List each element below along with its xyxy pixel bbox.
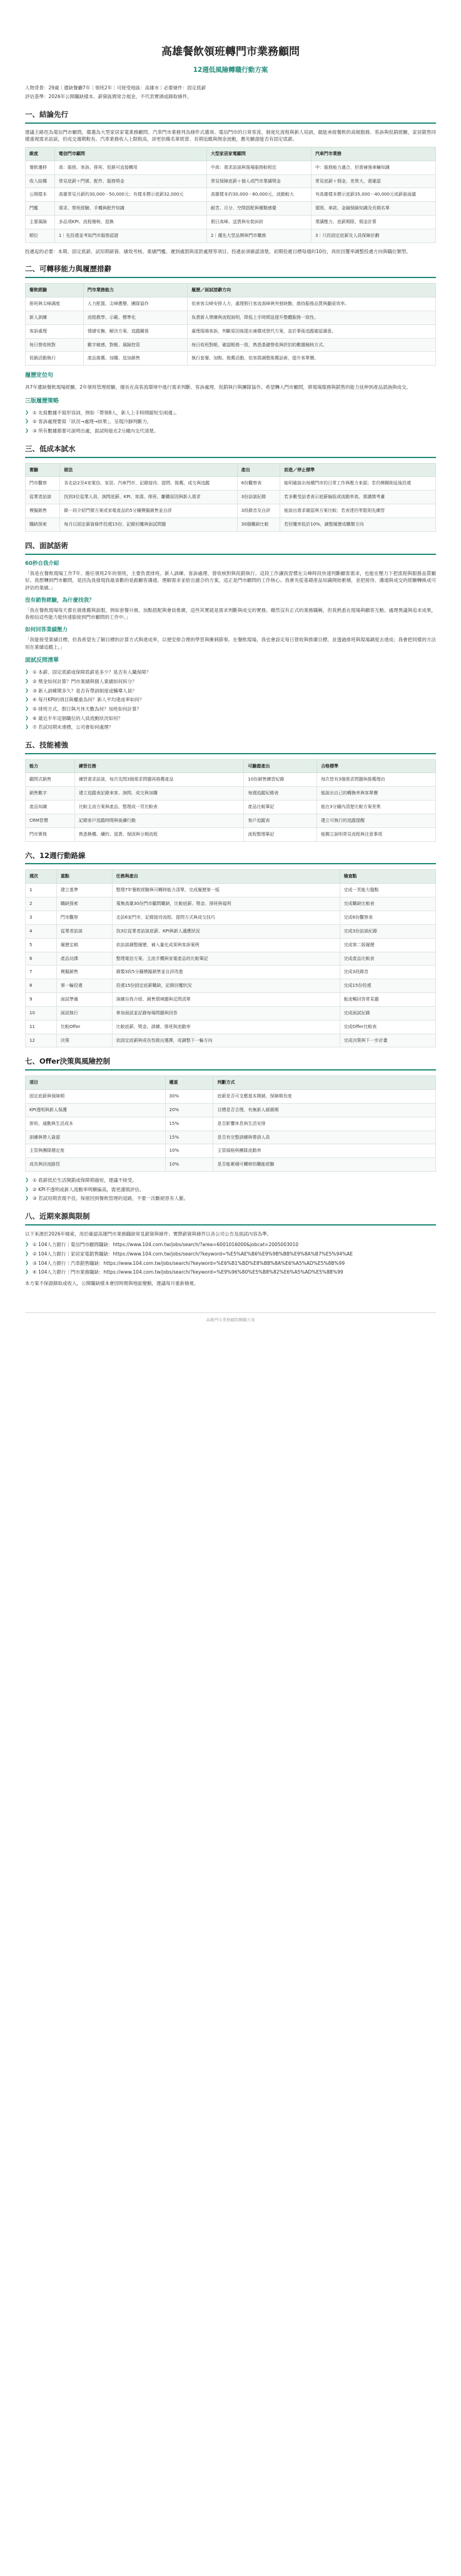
table-cell: 客戶追蹤表	[244, 814, 317, 827]
table-row	[26, 911, 436, 924]
table-cell: 2｜優先大型品牌與門市職務	[206, 229, 311, 242]
table-row	[26, 338, 436, 352]
table-header-cell: 維度	[26, 147, 55, 161]
list-item: ❯ ① 底薪低於生活開銷或保障期過短，建議不接受。	[25, 1177, 436, 1184]
table-cell: 門市實務	[26, 827, 75, 841]
table-cell: 能獨立說明常見流程與注意事項	[317, 827, 436, 841]
table-cell: 10份銷售練習紀錄	[244, 773, 317, 787]
table-cell: 每次皆有3個需求問題與推薦理由	[317, 773, 436, 787]
section-heading-roadmap: 六、12週行動路線	[25, 851, 436, 865]
comparison-table	[25, 147, 436, 243]
table-cell: 高雄常見月薪約30,000－50,000元；有樣本標示底薪32,000元	[54, 188, 206, 202]
experiments-table	[25, 463, 436, 532]
skill-building-table	[25, 759, 436, 842]
table-row	[26, 938, 436, 952]
table-cell: 處理現場客訴，判斷原因後提出補償或替代方案，並於事後追蹤確認滿意。	[188, 324, 436, 338]
table-cell: 底薪是否可支應基本開銷，保障期長度	[213, 1090, 436, 1104]
table-cell: 4	[26, 924, 57, 938]
table-cell: 比較主流方案與產品，整理成一頁比較表	[74, 801, 243, 814]
table-cell: 面試執行	[56, 1006, 112, 1020]
risk-list	[25, 1177, 436, 1202]
table-row	[26, 1034, 436, 1047]
table-cell: 依訪談調整履歷，補入量化成果與客訴案例	[112, 938, 340, 952]
table-row	[26, 517, 436, 531]
table-cell: 30個職缺比較	[237, 517, 280, 531]
table-header-cell: 可驗證產出	[244, 759, 317, 773]
table-header-cell: 履歷／面試措辭方向	[188, 284, 436, 297]
table-cell: 順位	[26, 229, 55, 242]
interview-ask-list	[25, 669, 436, 731]
table-cell: 排班、通勤與生活成本	[26, 1117, 166, 1131]
table-header-cell: 實驗	[26, 463, 60, 477]
table-cell: 熟悉換機、續約、退貨、保固與分期流程	[74, 827, 243, 841]
table-row	[26, 773, 436, 787]
table-cell: 每日收班對帳，確認帳務一致，熟悉基礎營收與折扣的數據檢核方式。	[188, 338, 436, 352]
list-item: ❯ ② KPI不透明或新人流動率明顯偏高，需更謹慎評估。	[25, 1186, 436, 1194]
table-header-cell: 檢查點	[340, 870, 435, 884]
table-cell: 常見底薪＋門號、配件、服務獎金	[54, 174, 206, 188]
table-cell: KPI透明與新人保護	[26, 1103, 166, 1117]
table-row	[26, 311, 436, 324]
table-header-cell: 合格標準	[317, 759, 436, 773]
table-header-cell: 前進／停止標準	[280, 463, 436, 477]
table-row	[26, 801, 436, 814]
table-row	[26, 352, 436, 366]
table-cell: 15%	[165, 1117, 213, 1131]
list-item: ❯ ④ 每月KPI的項目與權重為何？新人平均達成率如何？	[25, 696, 436, 704]
table-cell: 完成3段錄音	[340, 966, 435, 979]
table-cell: 負責新人帶練與流程說明，降低上手時間並提升整體服務一致性。	[188, 311, 436, 324]
table-row	[26, 188, 436, 202]
table-cell: 3	[26, 911, 57, 924]
table-row	[26, 993, 436, 1007]
table-cell: 完成第二版履歷	[340, 938, 435, 952]
table-cell: 完成一頁能力盤點	[340, 884, 435, 897]
table-cell: 比較Offer	[56, 1020, 112, 1034]
table-row	[26, 787, 436, 801]
section-heading-skill-building: 五、技能補強	[25, 740, 436, 754]
table-header-cell: 重點	[56, 870, 112, 884]
table-row	[26, 297, 436, 311]
table-header-cell: 餐飲經驗	[26, 284, 84, 297]
table-cell: 每週追蹤紀錄表	[244, 787, 317, 801]
table-cell: 完成產品比較表	[340, 952, 435, 966]
table-cell: 門市觀察	[56, 911, 112, 924]
table-cell: 固定底薪與保障期	[26, 1090, 166, 1104]
table-cell: 門市觀察	[26, 477, 60, 491]
table-cell: 建立基準	[56, 884, 112, 897]
table-row	[26, 216, 436, 229]
table-cell: 收入結構	[26, 174, 55, 188]
table-row	[26, 1117, 436, 1131]
resume-positioning-text: 具7年遺缺餐飲現場經驗、2年領班管理經驗，擅長在高客流環境中進行需求判斷、客訴處理、促銷執行與團隊協作。希望轉入門市顧問，將現場服務與銷售的能力延伸到產品諮詢與成交。	[25, 384, 412, 391]
table-cell: 高雄樣本約30,000－80,000元，波動較大	[206, 188, 311, 202]
table-header-cell: 任務與產出	[112, 870, 340, 884]
table-cell: 是否有完整訓練與帶訓人員	[213, 1131, 436, 1144]
table-cell: 餐飲遷移	[26, 161, 55, 174]
list-item: ❯ ⑥ 最近半年這個職位的人員流動狀況如何？	[25, 715, 436, 722]
table-cell: 主要風險	[26, 216, 55, 229]
meta-profile: 人物背景：29歲｜遺缺餐廳7年｜領班2年｜可接受地區：高雄市｜必要條件：固定底薪	[25, 84, 206, 91]
section-heading-conclusion: 一、結論先行	[25, 109, 436, 124]
sources-note: 本方案不保證錄取或收入，公開職缺樣本會因時間與地區變動，建議每月重新檢視。	[25, 1280, 199, 1286]
table-cell: 記錄客戶追蹤時間與後續行動	[74, 814, 243, 827]
table-cell: 若多數受訪者表示底薪偏低或流動率高，需謹慎考慮	[280, 491, 436, 504]
table-cell: 找3位從業者訪談底薪、KPI與新人適應狀況	[112, 924, 340, 938]
table-cell: 能說出自己的轉換率與客單價	[317, 787, 436, 801]
table-cell: 若回覆率低於10%，調整履歷或職類方向	[280, 517, 436, 531]
table-cell: 完成Offer比較表	[340, 1020, 435, 1034]
table-cell: 決策	[56, 1034, 112, 1047]
sources-list	[25, 1241, 436, 1276]
resume-positioning-heading: 履歷定位句	[25, 372, 54, 379]
document-title: 高雄餐飲領班轉門市業務顧問	[161, 46, 300, 58]
offer-decision-table	[25, 1076, 436, 1172]
table-cell: 面試準備	[56, 993, 112, 1007]
table-row	[26, 1158, 436, 1172]
list-item: ❯ ④ 104人力銀行｜門市業務職缺：https://www.104.com.tw/jobs/search/?keyword=%E9%96%80%E5%B8%82%E6%A5%AD%E5%8B%99	[25, 1269, 436, 1276]
list-item: ❯ ② 104人力銀行｜家居家電銷售職缺：https://www.104.com.tw/jobs/search/?keyword=%E5%AE%B6%E9%9B%BB%E9%8A%B7%E5%94%AE	[25, 1251, 436, 1258]
table-cell: 假日高峰、送貨與安裝糾紛	[206, 216, 311, 229]
table-cell: 中：服務能力適合，但需補強車輛知識	[311, 161, 435, 174]
table-cell: 數字敏感、對帳、風險控管	[83, 338, 187, 352]
table-row	[26, 897, 436, 911]
table-cell: 需求、帶班經驗、手機與配件知識	[54, 202, 206, 216]
table-row	[26, 161, 436, 174]
list-item: ❯ ① 本薪、固定底薪或保障底薪是多少？是否有入職保障？	[25, 669, 436, 676]
table-cell: 找到3位從業人員，詢問底薪、KPI、客源、排班、離職原因與新人需求	[60, 491, 237, 504]
list-item: ❯ ③ 若試用期表現不佳，保留回到餐飲管理的退路，不要一次斷絕原有人脈。	[25, 1195, 436, 1202]
table-cell: 3段錄音及自評	[237, 504, 280, 518]
table-header-cell: 週次	[26, 870, 57, 884]
list-item: ❯ ③ 所有數據都要可說明出處，面試時能在2分鐘內交代清楚。	[25, 427, 436, 435]
table-cell: 產品知識	[26, 801, 75, 814]
table-cell: 整理電信方案、主流手機與家電產品的比較筆記	[112, 952, 340, 966]
interview-question: 如何回答業績壓力	[25, 627, 68, 634]
table-row	[26, 814, 436, 827]
table-row	[26, 477, 436, 491]
table-cell: 蒐集高雄30份門市顧問職缺，比較底薪、獎金、排班與福利	[112, 897, 340, 911]
table-header-cell: 大型家居家電顧問	[206, 147, 311, 161]
table-cell: 建立追蹤表記錄來客、詢問、成交與加購	[74, 787, 243, 801]
table-cell: 依來客尖峰安排人力，處理假日客流高峰與突發缺勤，維持服務品質與翻桌效率。	[188, 297, 436, 311]
document-subtitle: 12週低風險轉職行動方案	[193, 66, 268, 74]
table-cell: 職缺探索	[26, 517, 60, 531]
table-cell: 耐苦、月分、空間搭配與種類感覺	[206, 202, 311, 216]
table-header-cell: 產出	[237, 463, 280, 477]
table-cell: 常見保障底薪＋個人或門市業績獎金	[206, 174, 311, 188]
table-row	[26, 504, 436, 518]
table-header-cell: 門市業務能力	[83, 284, 187, 297]
table-cell: 中高：需求訪談與現場服務較相近	[206, 161, 311, 174]
table-cell: 3份訪談紀錄	[237, 491, 280, 504]
table-row	[26, 174, 436, 188]
table-row	[26, 952, 436, 966]
section-heading-interview: 四、面試話術	[25, 541, 436, 555]
interview-ask-heading: 面試反問清單	[25, 657, 59, 664]
list-item: ❯ ⑤ 排班方式、假日與月休天數為何？加班如何計算？	[25, 706, 436, 713]
table-cell: 是否能累積可轉移的職能經驗	[213, 1158, 436, 1172]
table-header-cell: 能力	[26, 759, 75, 773]
section-heading-sources: 八、近期來源與限制	[25, 1211, 436, 1226]
table-cell: 完成面試紀錄	[340, 1006, 435, 1020]
table-cell: 模擬銷售	[56, 966, 112, 979]
table-row	[26, 827, 436, 841]
table-header-cell: 電信門市顧問	[54, 147, 206, 161]
table-cell: 6份觀察表	[237, 477, 280, 491]
table-cell: 8	[26, 979, 57, 993]
table-cell: 比較底薪、獎金、訓練、排班與流動率	[112, 1020, 340, 1034]
table-header-cell: 練習任務	[74, 759, 243, 773]
table-cell: 產品功課	[56, 952, 112, 966]
table-cell: 參加面試並記錄每場問題與回答	[112, 1006, 340, 1020]
table-cell: 訓練與帶人資源	[26, 1131, 166, 1144]
table-cell: 新人訓練	[26, 311, 84, 324]
table-cell: 完成3份訪談紀錄	[340, 924, 435, 938]
section-heading-skills-transfer: 二、可轉移能力與履歷措辭	[25, 264, 436, 278]
table-cell: 1	[26, 884, 57, 897]
section-heading-experiments: 三、低成本試水	[25, 444, 436, 458]
table-cell: 1｜先投遞並考取門市服務認證	[54, 229, 206, 242]
table-cell: 各走訪2至4家電信、家居、汽車門市，記錄接待、提問、推薦、成交與追蹤	[60, 477, 237, 491]
table-cell: 30%	[165, 1090, 213, 1104]
interview-answer: 「我是在餐飲現場工作7年、擔任領班2年的領班，主要負責排班、新人訓練、客訴處理、營收核對與促銷執行。這段工作讓我習慣在尖峰時段快速判斷顧客需求，也能在壓力下把流程與服務品質顧好。我想轉到門市顧問，是因為我發現我最喜歡的是跟顧客溝通、理解需求並給出適合的方案，這正是門市顧問的工作核心。我會先從基礎產品知識開始累積，並把接待、溝通與成交的經驗轉換成可評估的業績。」	[25, 570, 436, 591]
conclusion-intro: 建議主路徑為電信門市顧問，備選為大型家居家電業務顧問、汽車門市業務列為條件式選項。電信門市的日常客流、制度化流程與新人培訓，最能承接餐飲的高頻服務、客訴與促銷經驗，家居銷售同樣重視需求訪談，但成交週期較長。汽車業務收入上限較高，卻更依賴名單經營、長期追蹤與佣金波動，應先驗證能否有固定底薪。	[25, 129, 436, 142]
list-item: ❯ ② 客訴處理要寫「狀況→處理→結果」，呈現冷靜判斷力。	[25, 418, 436, 426]
table-row	[26, 1144, 436, 1158]
table-cell: 能流暢回答常見題	[340, 993, 435, 1007]
table-cell: 顧問式銷售	[26, 773, 75, 787]
table-row	[26, 1090, 436, 1104]
table-cell: 主管風格與團隊流動率	[213, 1144, 436, 1158]
table-cell: 5	[26, 938, 57, 952]
table-cell: 能明確說出每種門市的日常工作與壓力來源；若仍模糊則延後投遞	[280, 477, 436, 491]
table-header-cell: 項目	[26, 1076, 166, 1090]
list-item: ❯ ③ 104人力銀行｜汽車銷售職缺：https://www.104.com.tw/jobs/search/?keyword=%E6%B1%BD%E8%BB%8A%E6%A5%AD%E5%8B%99	[25, 1260, 436, 1267]
list-item: ❯ ① 先寫數據不寫形容詞，例如「帶領8人，新人上手時間縮短至兩週」。	[25, 409, 436, 417]
table-cell: 10%	[165, 1144, 213, 1158]
conclusion-note: 投遞起的必要：本期、固定底薪、試用期薪資、績效考核、業績門檻、遲到處罰與退款處理等項目。投遞前須確認清楚。初期投遞目標每週約10份，再依回覆率調整投遞方向與職位類型。	[25, 248, 412, 254]
table-row	[26, 229, 436, 242]
table-header-cell: 判斷方式	[213, 1076, 436, 1090]
table-cell: 產品比較筆記	[244, 801, 317, 814]
list-item: ❯ ③ 新人訓練期多久？是否有帶訓制度或輔導人員？	[25, 687, 436, 695]
table-cell: 能說出需求確認與方案比較；若表達仍零散則先練習	[280, 504, 436, 518]
table-cell: 11	[26, 1020, 57, 1034]
table-row	[26, 924, 436, 938]
list-item: ❯ ⑦ 若試用期未達標，公司會如何處理？	[25, 724, 436, 731]
table-cell: 2	[26, 897, 57, 911]
table-header-cell: 做法	[60, 463, 237, 477]
table-cell: 演練自我介紹、銷售情境題與反問清單	[112, 993, 340, 1007]
interview-answer: 「我能接受業績目標，但我希望先了解目標的計算方式與達成率，以便安排合理的學習與衝刺節奏。在餐飲現場，我也會設定每日營收與推廣目標，並透過排班與現場調度去達成；我會把同樣的方法用在業績追蹤上。」	[25, 637, 436, 650]
page-footer: 高雄門市業務顧問轉職方案	[25, 1312, 436, 1323]
table-cell: 15%	[165, 1131, 213, 1144]
table-cell: 模擬銷售	[26, 504, 60, 518]
table-cell: 練習需求訪談，每次先問3個需求問題再推薦產品	[74, 773, 243, 787]
table-cell: 主管與團隊穩定度	[26, 1144, 166, 1158]
table-cell: 有高雄樣本標示底薪35,000－40,000元或薪資面議	[311, 188, 435, 202]
table-cell: 依固定底薪與成長性做出選擇，或調整下一輪方向	[112, 1034, 340, 1047]
table-row	[26, 979, 436, 993]
table-cell: 3｜只投固定底薪及人員保障計劃	[311, 229, 435, 242]
table-cell: 多品項KPI、流程稽核、退換	[54, 216, 206, 229]
table-cell: 完成決策與下一步計畫	[340, 1034, 435, 1047]
table-cell: 完成15份投遞	[340, 979, 435, 993]
table-cell: 每日營收核對	[26, 338, 84, 352]
table-cell: 執行套餐、加點、推薦活動，依客群調整推薦話術，提升客單價。	[188, 352, 436, 366]
interview-question: 沒有銷售經驗，為什麼找我？	[25, 597, 94, 604]
table-header-cell: 汽車門市業務	[311, 147, 435, 161]
table-cell: 每月以固定薪資條件投遞15份，記錄回覆與面試問題	[60, 517, 237, 531]
table-row	[26, 491, 436, 504]
table-cell: 完成職缺比較表	[340, 897, 435, 911]
table-row	[26, 966, 436, 979]
table-cell: 高：服務、客訴、排班、促銷可直接轉用	[54, 161, 206, 174]
table-cell: 7	[26, 966, 57, 979]
table-cell: 錄一段介紹門號方案或家電產品的5分鐘模擬銷售並自評	[60, 504, 237, 518]
meta-basis: 評估基準：2026年公開職缺樣本、薪資區間常合規金，不代表實頭或錄取條件。	[25, 94, 192, 100]
table-cell: 常見底薪＋佣金，差異大，需確認	[311, 174, 435, 188]
table-cell: 流程整理筆記	[244, 827, 317, 841]
table-cell: 門檻	[26, 202, 55, 216]
table-cell: 完成6份觀察表	[340, 911, 435, 924]
table-cell: 10	[26, 1006, 57, 1020]
table-cell: 客訴處理	[26, 324, 84, 338]
table-cell: 是否影響休息與生活安排	[213, 1117, 436, 1131]
table-cell: 銷售數字	[26, 787, 75, 801]
table-row	[26, 1006, 436, 1020]
table-cell: 職缺探索	[56, 897, 112, 911]
table-cell: 走訪6家門市，記錄接待流程、提問方式與成交技巧	[112, 911, 340, 924]
sources-intro: 以下來源於2026年檢索，用於確認高雄門市業務職缺常見薪資與條件；實際薪資與條件以各公司公告及面試內容為準。	[25, 1231, 272, 1237]
table-cell: 從業者訪談	[56, 924, 112, 938]
table-cell: 公開樣本	[26, 188, 55, 202]
table-cell: 第一輪投遞	[56, 979, 112, 993]
table-cell: 能在3分鐘內清楚比較方案差異	[317, 801, 436, 814]
list-item: ❯ ① 104人力銀行｜電信門市顧問職缺：https://www.104.com.tw/jobs/search/?area=6001016000&jobcat=2005003010	[25, 1241, 436, 1249]
table-cell: 9	[26, 993, 57, 1007]
interview-answer: 「我在餐飲現場每天都在做推薦與說服，例如套餐升級、加點搭配與會員推廣，這些其實就是需求判斷與成交的實務。雖然沒有正式的業務職稱，但我熟悉在現場與顧客互動、處理異議與追求成果，我相信這些能力能快速銜接到門市顧問的工作中。」	[25, 607, 436, 621]
table-cell: 目標是否合理、有無新人緩衝期	[213, 1103, 436, 1117]
table-cell: 排班與尖峰調度	[26, 297, 84, 311]
table-cell: 業績壓力、底薪期限、佣金計算	[311, 216, 435, 229]
table-cell: 駕照、車款、金融保險知識及長期名單	[311, 202, 435, 216]
table-cell: 流程教學、示範、標準化	[83, 311, 187, 324]
resume-rewrite-list	[25, 409, 436, 435]
table-row	[26, 884, 436, 897]
table-cell: 投遞15份固定底薪職缺，記錄回覆狀況	[112, 979, 340, 993]
skills-transfer-table	[25, 283, 436, 366]
roadmap-table	[25, 869, 436, 1047]
table-cell: 6	[26, 952, 57, 966]
table-cell: 促銷活動執行	[26, 352, 84, 366]
table-cell: 履歷定稿	[56, 938, 112, 952]
table-row	[26, 324, 436, 338]
table-row	[26, 1103, 436, 1117]
list-item: ❯ ② 獎金如何計算？門市業績與個人業績如何拆分？	[25, 678, 436, 686]
table-cell: 情緒安撫、解決方案、追蹤關係	[83, 324, 187, 338]
table-cell: 12	[26, 1034, 57, 1047]
resume-rewrite-heading: 三版履歷策略	[25, 397, 59, 404]
table-row	[26, 1131, 436, 1144]
table-cell: 20%	[165, 1103, 213, 1117]
table-cell: 產品推薦、加購、追加銷售	[83, 352, 187, 366]
table-cell: 錄製3段5分鐘模擬銷售並自評改進	[112, 966, 340, 979]
section-heading-offer-decision: 七、Offer決策與風險控制	[25, 1056, 436, 1071]
table-cell: 10%	[165, 1158, 213, 1172]
table-row	[26, 1020, 436, 1034]
table-cell: CRM習慣	[26, 814, 75, 827]
table-row	[26, 202, 436, 216]
interview-qa-list	[25, 560, 436, 651]
table-cell: 人力配置、尖峰應變、團隊協作	[83, 297, 187, 311]
table-header-cell: 權重	[165, 1076, 213, 1090]
table-cell: 從業者訪談	[26, 491, 60, 504]
table-cell: 整理7年餐飲經驗與可轉移能力清單，完成履歷第一版	[112, 884, 340, 897]
interview-question: 60秒自我介紹	[25, 560, 59, 567]
table-cell: 成長與回流路徑	[26, 1158, 166, 1172]
table-cell: 建立可執行的追蹤提醒	[317, 814, 436, 827]
